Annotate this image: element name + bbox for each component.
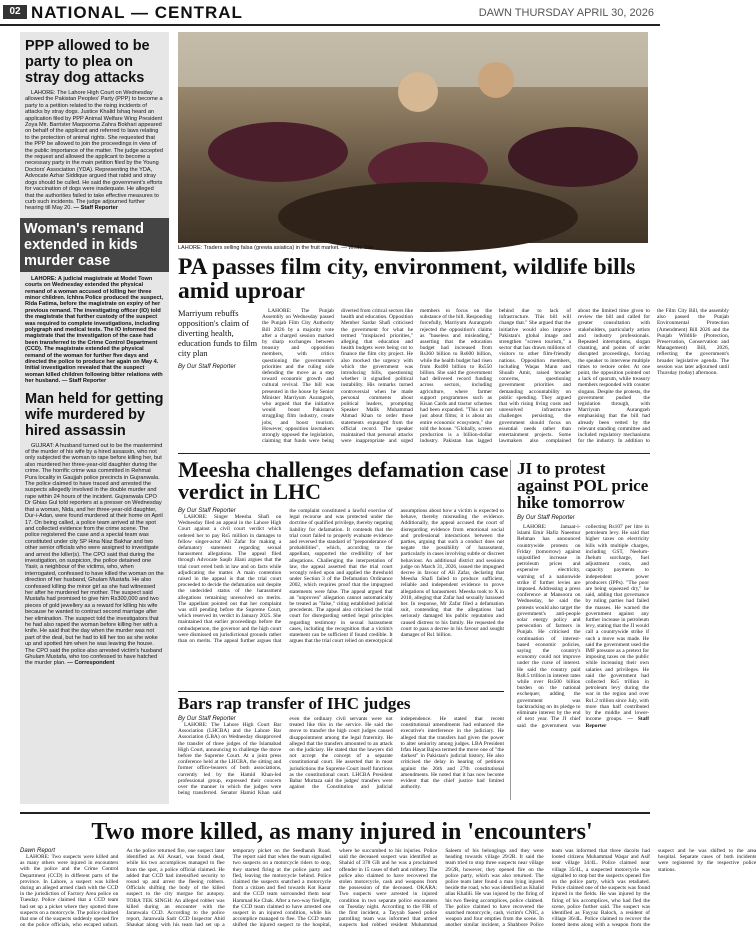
story-pa-headline: PA passes film city, environment, wildlife bills amid uproar [178, 254, 636, 304]
story-encounters-byline: Dawn Report [20, 848, 56, 854]
story-ji-headline: JI to protest against POL price hike tomorrow [517, 459, 649, 512]
section-title: NATIONAL — CENTRAL [31, 3, 243, 22]
story-meesha-headline: Meesha challenges defamation case verdict in LHC [178, 457, 509, 504]
story-encounters-headline: Two more killed, as many injured in 'encounters' [91, 819, 593, 845]
story-ppp-body: LAHORE: The Lahore High Court on Wednesday allowed the Pakistan Peoples' Party (PPP) to become a party to a petition related to the rising incidents of attacks by stray dogs. Justice Khalid Ishaq heard an application filed by PPP Animal Welfare Wing President Zoya Mir. Barrister Maqsooma Zahra Bokhari appeared on behalf of the applicant and referred to laws relating to the protection of animal rights. She requested that the PPP be allowed to join the proceedings in view of the public importance of the matter. The judge accepted the request and allowed the applicant to become a necessary party in the main petition filed by the Young Doctors' Association (YDA). Representing the YDA, Advocate Azhar Siddique argued that rabid and stray dogs should be culled. He said the government's efforts for vaccination of dogs were inadequate. He alleged that the authorities failed to take effective measures to curb such incidents. The judge adjourned further hearing till May 20. — Staff Reporter [25, 90, 163, 212]
market-photo [178, 32, 648, 243]
story-ji-byline: By Our Staff Reporter [517, 515, 575, 521]
story-bars-body: By Our Staff Reporter LAHORE: The Lahore High Court Bar Association (LHCBA) and the Lahore Bar Association (LBA) on Wednesday disapproved the transfer of three judges of the Islamabad High Court, announcing to challenge the move before the Supreme Court. At a joint press conference held at the LHCBA, the sitting and former office-bearers of both associations, currently led by the Hamid Khan-led professional group, expressed their concern over the manner in which the judges were being transferred. Senator Hamid Khan said even the ordinary civil servants were not treated like this in the service. He said the move to transfer the high court judges caused disappointment among the legal fraternity. He alleged that the transfers amounted to an attack on the judiciary. He stated that the lawyers did not accept the concept of a separate constitutional court. He asserted that in most jurisdictions the Supreme Court itself functions as the constitutional court. LHCBA President Babar Murtaza said the judges' transfers were against the Constitution and judicial independence. He stated that recent constitutional amendments had enhanced the executive's interference in the judiciary. He alleged that the transfers had given the power to alter seniority among judges. LBA President Irfan Hayat Bajwa termed the move one of "the darkest" in Pakistan's judicial history. He also criticised the delay in hearing of petitions against the 26th and 27th constitutional amendments. He noted that it has now become evident that the chief justice had limited authority. [178, 716, 504, 797]
page-number: 02 [3, 5, 27, 19]
story-encounters-body: Dawn Report LAHORE: Two suspects were killed and as many others were injured in encounters with the police and the Crime Control Department (CCD) in different parts of the province. In Lahore, a suspect was killed during an alleged armed clash with the CCD in the jurisdiction of Factory Area police on Tuesday. Police claimed that a CCD team had set up a picket where they spotted three suspects on a motorcycle. The police claimed that one of the suspects suddenly opened fire on the police officials, who escaped unhurt. As the police returned fire, one suspect later identified as Ali Ansari, was found dead, while his two accomplices managed to flee from the spot, a police official claimed. He added that CCD had intensified security to round up and arrest the fleeing robbers. Officials shifting the body of the killed suspect to the city morgue for autopsy. TOBA TEK SINGH: An alleged robber was killed during an encounter with the Jaranwala CCD. According to the police report, Jaranwala Sadr CCD Inspector Abid Shaukat along with his team had set up a temporary picket on the Seedharah Road. The report said that when the team signalled two suspects on a motorcycle riders to stop, they started firing at the police party and fled, leaving the motorcycle behind. Police claimed the suspects snatched a motorcycle from a citizen and fled towards Kot Kasur and the CCD team surrounded them near Hammad Ke Chak. After a two-way firefight, the CCD team claimed to have arrested one suspect in an injured condition, while his accomplice managed to flee. The CCD team shifted the injured suspect to the hospital, where he succumbed to his injuries. Police said the deceased suspect was identified as Shahid of 378 GB and he was a proclaimed offender in 15 cases of theft and robbery. The police also claimed to have recovered the stolen motorcycle, cash and weapons from the possession of the deceased. OKARA: Two suspects were arrested in injured condition in two separate police encounters on Tuesday night. According to the FIR of the first incident, a Tayyab Saeed police patrolling team was informed that armed suspects had robbed resident Muhammad Saleem of his belongings and they were heading towards village 29/2R. It said the team tried to stop three suspects near village 29/2R, however, they opened fire on the police party, which was also returned. The police team later found a man lying injured beside the road, who was identified as Khalid alias Khalili. He was injured by the firing of his two fleeing accomplices, police claimed. The police claimed to have recovered the snatched motorcycle, cash, victim's CNIC, a weapon and four empties from the scene. In another similar incident, a Shahbore Police team was informed that three dacoits had looted citizens Muhammad Waqar and Asif near village 34/4L. Police claimed near village 35/4L, a suspected motorcycle was signalled to stop but the suspects opened fire on the police party, which was retaliated. Police claimed one of the suspects was found injured in the fields. He was injured by the firing of his accomplices, who had fled the scene, police further said. The suspect was identified as Fayyaz Baloch, a resident of village 36/4L. Police claimed to recover the looted items along with a weapon from the suspect and he was shifted to the area hospital. Separate cases of both incidents were registered by the respective police stations. [20, 848, 756, 929]
story-man-headline: Man held for getting wife murdered by hired assassin [25, 390, 164, 439]
story-pa-byline: By Our Staff Reporter [178, 364, 236, 370]
story-ppp-signature: — Staff Reporter [73, 205, 118, 212]
story-meesha-byline: By Our Staff Reporter [178, 508, 236, 514]
story-woman-signature: — Staff Reporter [61, 378, 107, 385]
story-pa-deck: Marriyum rebuffs opposition's claim of diverting health, education funds to film city plan By Our Staff Reporter [178, 308, 258, 370]
story-ppp-headline: PPP allowed to be party to plea on stray dog attacks [25, 38, 150, 86]
story-ji-signature: — Staff Reporter [585, 716, 649, 729]
story-woman-headline: Woman's remand extended in kids murder case [20, 218, 169, 272]
story-bars-byline: By Our Staff Reporter [178, 716, 236, 722]
story-ji-box [510, 460, 650, 800]
story-pa-body: LAHORE: The Punjab Assembly on Wednesday passed the Punjab Film City Authority Bill 2026 by a majority vote after a charged session marked by sharp exchanges between treasury and opposition members, with critics questioning the government's priorities and the ruling side defending the move as a step toward economic growth and cultural revival. The bill was presented in the house by Senior Minister Marriyum Aurangzeb, who argued that the initiative would boost Pakistan's struggling film industry, create jobs, and boost tourism. However, opposition lawmakers strongly opposed the legislation, claiming that funds were being diverted from critical sectors like health and education. Opposition Member Sardar Shafi criticised the government for what he termed "misplaced priorities," alleging that education and health budgets were being cut to finance the film city project. He also mocked the urgency with which the government was introducing bills, questioning whether it signalled political instability. His remarks turned controversial when he made personal comments about political leaders, prompting Speaker Malik Muhammad Ahmad Khan to order those statements expunged from the official record. The speaker maintained that personal attacks were inappropriate and urged members to focus on the substance of the bill. Responding forcefully, Marriyum Aurangzeb rejected the opposition's claims as "baseless and misleading," asserting that the education budget had increased from Rs360 billion to Rs600 billion, while the health budget had risen from Rs400 billion to Rs550 billion. She said the government had delivered record funding across sectors, including agriculture, where farmer support programmes such as Kisan Cards and tractor schemes had been expanded. "This is not just about films; it is about an entire economic ecosystem," she told the house. "Globally, screen production is a billion-dollar industry. Pakistan has lagged behind due to lack of infrastructure. This bill will change that." She argued that the initiative would also improve Pakistan's global image and strengthen "screen tourism," a sector that has drawn millions of visitors to other film-friendly nations. Opposition members, including Waqas Mann and Shoaib Amir, raised broader concerns, questioning government priorities and demanding accountability on public spending. They argued that with rising living costs and unresolved infrastructure challenges persisting, the government should focus on essential needs rather than entertainment projects. Some lawmakers also complained about the limited time given to review the bill and called for greater consultation with stakeholders, particularly artists and industry professionals. Repeated interruptions, slogan chanting, and points of order disrupted proceedings, forcing the speaker to intervene multiple times to restore order. At one point, the opposition pointed out a lack of quorum, while treasury members responded with counter slogans. Despite the protests, the government pushed the legislation through, with Marriyum Aurangzeb emphasising that the bill had already been vetted by the relevant standing committee and included regulatory mechanisms for the industry. In addition to the Film City Bill, the assembly also passed the Punjab Environmental Protection (Amendment) Bill 2026 and the Punjab Wildlife (Protection, Preservation, Conservation and Management) Bill, 2026, reflecting the government's broader legislative agenda. The session was later adjourned until Thursday (today) afternoon. [262, 308, 729, 445]
story-man-signature: — Correspondent [67, 660, 115, 667]
story-ji-body: LAHORE: Jamaat-i-Islami Emir Hafiz Naeemur Rehman has announced countrywide protests on Friday (tomorrow) against unjustified increase in petroleum prices and expensive electricity, warning of a nationwide strike if further levies are imposed. Addressing a press conference at Mansoora on Wednesday, he said the protests would also target the government's anti-people solar energy policy and persecution of farmers in Punjab. He criticised the continuation of interest-based economic policies, saying the country's economy could not improve under the curse of interest. He said the country paid Rs8.5 trillion in interest rates while over Rs500 billion burden on the national exchequer, adding the government was backtracking on its pledge to eliminate interest by the end of next year. The JI chief said the government was collecting Rs107 per litre in petroleum levy. He said that higher taxes on electricity bills with multiple charges, including GST, Neelum-Jhelum surcharge, fuel adjustment costs, and capacity payments to independent power producers (IPPs). "The poor are being squeezed dry," he said, adding that governance by ruling parties had failed the masses. He warned the government against any further increase in petroleum levy, stating that the JI would call a countrywide strike if such a move was made. He said the government used the IMF pressure as a pretext for imposing taxes on the public while increasing their own salaries and privileges. He said the government had collected Rs5 trillion in petroleum levy during the war in the region and over Rs1.2 trillion since July, with more than half contributed by the middle and lower-income groups. — Staff Reporter [517, 524, 649, 729]
masthead: DAWN THURSDAY APRIL 30, 2026 [478, 7, 654, 19]
page-header [0, 0, 660, 26]
story-meesha-body: By Our Staff Reporter LAHORE: Singer Meesha Shafi on Wednesday filed an appeal in the Lahore High Court against a civil court verdict which ordered her to pay Rs5 million in damages to fellow singer-actor Ali Zafar for making a defamatory statement regarding sexual harassment allegations. The appeal filed through Advocate Saqib Jilani argues that the trial court erred both in law and on facts while adjudicating the matter. A main contention raised in the appeal is that the trial court proceeded to decide the defamation suit despite the undecided status of the harassment allegations remaining unresolved on merits. The appellant pointed out that her complaint was still pending before the Supreme Court, which reserved its verdict in January 2025. She maintained that earlier proceedings before the ombudsperson, the governor and the high court were dismissed on jurisdictional grounds rather than on merits. The appeal further argues that the complaint constituted a lawful exercise of legal recourse and was protected under the doctrine of qualified privilege, thereby negating liability for defamation. It contends that the trial court failed to properly evaluate evidence and reversed the standard of "preponderance of probabilities", which, according to the appellant, supported the credibility of her allegations. Challenging the interpretation of law, the appeal asserted that the trial court wrongly relied upon and applied the threshold under Section 3 of the Defamation Ordinance 2002, which requires proof that the impugned statements were false. The appeal argued that an "unproven" allegation cannot automatically be treated as "false," citing established judicial precedents. The appeal also criticised the trial court for disregarding settled legal principles regarding testimony in sexual harassment cases, including the recognition that a victim's statement can be sufficient if found credible. It argues that the trial court relied on stereotypical assumptions about how a victim is expected to behave, thereby misreading the evidence. Additionally, the appeal accused the court of disregarding evidence from emotional social and professional interactions between the parties, arguing that such a conduct does not negate the possibility of harassment, particularly in cases involving subtle or discreet behaviour. An additional district and sessions judge on March 31, 2026, issued the impugned decree in favour of Ali Zafar, declaring that Meesha Shafi failed to produce sufficient, reliable and independent evidence to prove allegations of harassment. Meesha took to X in 2018, alleging that Zafar had sexually harassed her. In response, Mr Zafar filed a defamation suit, contending that the allegations had seriously damaged his public reputation and caused distress to his family. He requested the court to pass a decree in his favour and sought damages of Rs1 billion. [178, 508, 504, 645]
story-man-body: GUJRAT: A husband turned out to be the mastermind of the murder of his wife by a hired assassin, who not only subjected the woman to rape before killing her, but also murdered her three-year-old daughter during the crime. The horrific crime was committed in Rehmat Pura locality in Gaujjah police precincts in Gujranwala. The police claimed to have traced and arrested the suspects allegedly involved in the double murder and rape within 24 hours of the incident. Gujranwala CPO Dr Ghias Gul told reporters at a presser on Wednesday that a woman, Nida, and her three-year-old daughter, Dur-i-Adan, were found murdered at their home on April 17. On being called, a police team arrived at the spot and collected evidence from the crime scene. The police registered the case and a special team was constituted under city SP Hina Niaz Bakhar and two other senior officials who were assigned to investigate and arrest the killer(s). The CPO said that during the investigation, on suspicion, the police detained one Yasir, a neighbour of the victims, who, when interrogated, confessed to have killed the woman on the direction of her husband, Ghulam Mustafa. He also confessed killing the minor girl as she had witnessed her after he murdered her mother. The suspect said Mustafa had promised to give him Rs300,000 and two pieces of gold jewellery as a reward for killing his wife because he wanted to contract second marriage after her elimination. The suspect told the investigators that he had also raped the woman before killing her with a knife. He said that the day when the murder was not part of the deal, but he had to kill her too as she woke up and spotted him when he was leaving the house. The CPO said the police also arrested victim's husband Ghulam Mustafa, who too confessed to have hatched the murder plan. — Correspondent [25, 442, 164, 667]
story-bars-headline: Bars rap transfer of IHC judges [178, 694, 411, 713]
story-woman-body: LAHORE: A judicial magistrate at Model Town courts on Wednesday extended the physical remand of a woman accused of killing her three minor children. Ichhra Police produced the suspect, Rida Fatima, before the magistrate on expiry of her previous remand. The investigating officer (IO) told the magistrate that further custody of the suspect was required to complete investigations, including polygraph and medical tests. The IO informed the magistrate that the investigation of the case had been transferred to the Crime Control Department (CCD). The magistrate extended the physical remand of the woman for further five days and directed the police to produce her again on May 4. Initial investigation revealed that the suspect woman killed children following bitter relations with her husband. — Staff Reporter [25, 275, 164, 385]
photo-caption: LAHORE: Traders selling falsa (grewia asiatica) in the fruit market. — White Star [178, 245, 374, 251]
left-column [20, 32, 169, 804]
